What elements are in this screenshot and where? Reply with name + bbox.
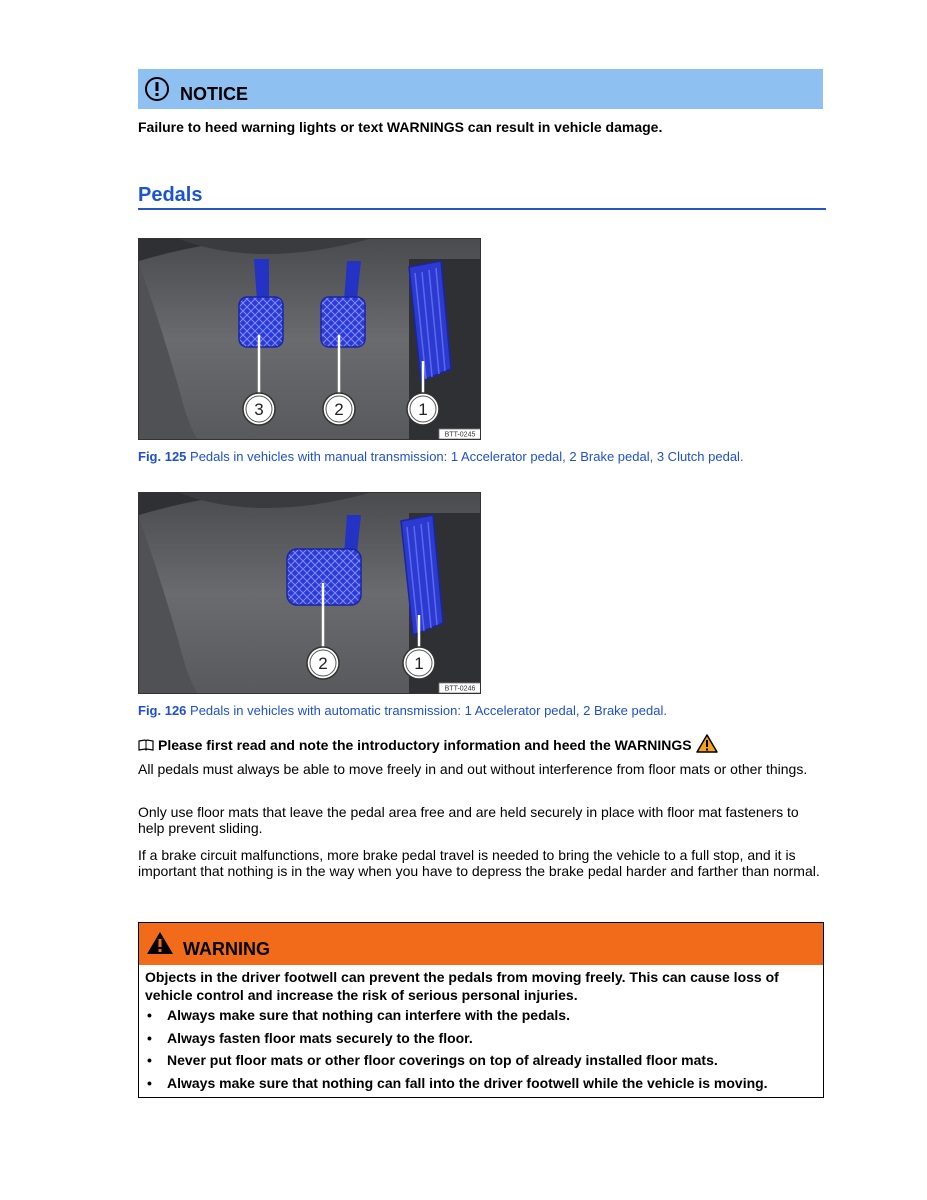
warning-triangle-icon — [145, 930, 175, 956]
list-item: • Always make sure that nothing can interfere with the pedals. — [147, 1007, 570, 1023]
book-icon — [138, 739, 154, 751]
figure-manual-pedals — [138, 238, 481, 440]
list-item: • Never put floor mats or other floor coverings on top of already installed floor mats. — [147, 1052, 718, 1068]
notice-text: Failure to heed warning lights or text WARNINGS can result in vehicle damage. — [138, 119, 663, 135]
figure-caption-125 — [138, 449, 744, 465]
warning-body: Objects in the driver footwell can prevent the pedals from moving freely. This can cause loss of vehicle control and increase the risk of serious personal injuries. — [145, 969, 779, 1003]
paragraph-mat-fasteners: Only use floor mats that leave the pedal area free and are held securely in place with floor mat fasteners to help prevent sliding. — [138, 804, 799, 836]
figure-number: Fig. 126 — [138, 703, 187, 718]
section-title: Pedals — [138, 184, 203, 206]
warning-title: WARNING — [183, 939, 270, 959]
notice-banner — [138, 69, 823, 109]
bullet-icon: • — [147, 1074, 152, 1091]
svg-text:BTT-0245: BTT-0245 — [444, 431, 476, 439]
warning-header — [139, 923, 823, 965]
figure-caption-126 — [138, 703, 667, 719]
bullet-icon: • — [147, 1007, 152, 1023]
pedal-illustration-automatic — [139, 493, 481, 694]
svg-text:1: 1 — [418, 400, 428, 419]
svg-text:2: 2 — [318, 654, 328, 673]
callout-2 — [323, 393, 355, 425]
warning-box — [138, 922, 824, 1098]
bullet-icon: • — [147, 1029, 152, 1046]
notice-title: NOTICE — [180, 84, 249, 104]
intro-text: Please first read and note the introductory information and heed the WARNINGS — [158, 737, 692, 753]
figure-caption-text: Pedals in vehicles with automatic transmission: 1 Accelerator pedal, 2 Brake pedal. — [186, 703, 667, 718]
callout-3 — [243, 393, 275, 425]
pedal-illustration-manual — [139, 239, 481, 440]
paragraph-floor-mats: All pedals must always be able to move freely in and out without interference from floor mats or other things. — [138, 761, 808, 777]
exclamation-circle-icon — [144, 76, 170, 102]
list-item: • Always make sure that nothing can fall into the driver footwell while the vehicle is moving. — [147, 1074, 768, 1091]
intro-reference — [138, 734, 718, 754]
svg-text:1: 1 — [414, 654, 424, 673]
callout-2 — [307, 647, 339, 679]
warning-list — [145, 1006, 819, 1096]
section-divider — [138, 208, 826, 210]
callout-1 — [407, 393, 439, 425]
figure-automatic-pedals — [138, 492, 481, 694]
figure-number: Fig. 125 — [138, 449, 187, 464]
warning-triangle-icon[interactable] — [696, 734, 718, 753]
svg-text:BTT-0246: BTT-0246 — [444, 685, 476, 693]
callout-1 — [403, 647, 435, 679]
svg-text:2: 2 — [334, 400, 344, 419]
figure-caption-text: Pedals in vehicles with manual transmission: 1 Accelerator pedal, 2 Brake pedal, 3 Clutch pedal. — [186, 449, 744, 464]
list-item: • Always fasten floor mats securely to the floor. — [147, 1029, 473, 1046]
paragraph-brake-circuit: If a brake circuit malfunctions, more brake pedal travel is needed to bring the vehicle to a full stop, and it is important that nothing is in the way when you have to depress the brake pedal harder and farther than normal. — [138, 847, 820, 879]
bullet-icon: • — [147, 1052, 152, 1068]
svg-text:3: 3 — [254, 400, 264, 419]
